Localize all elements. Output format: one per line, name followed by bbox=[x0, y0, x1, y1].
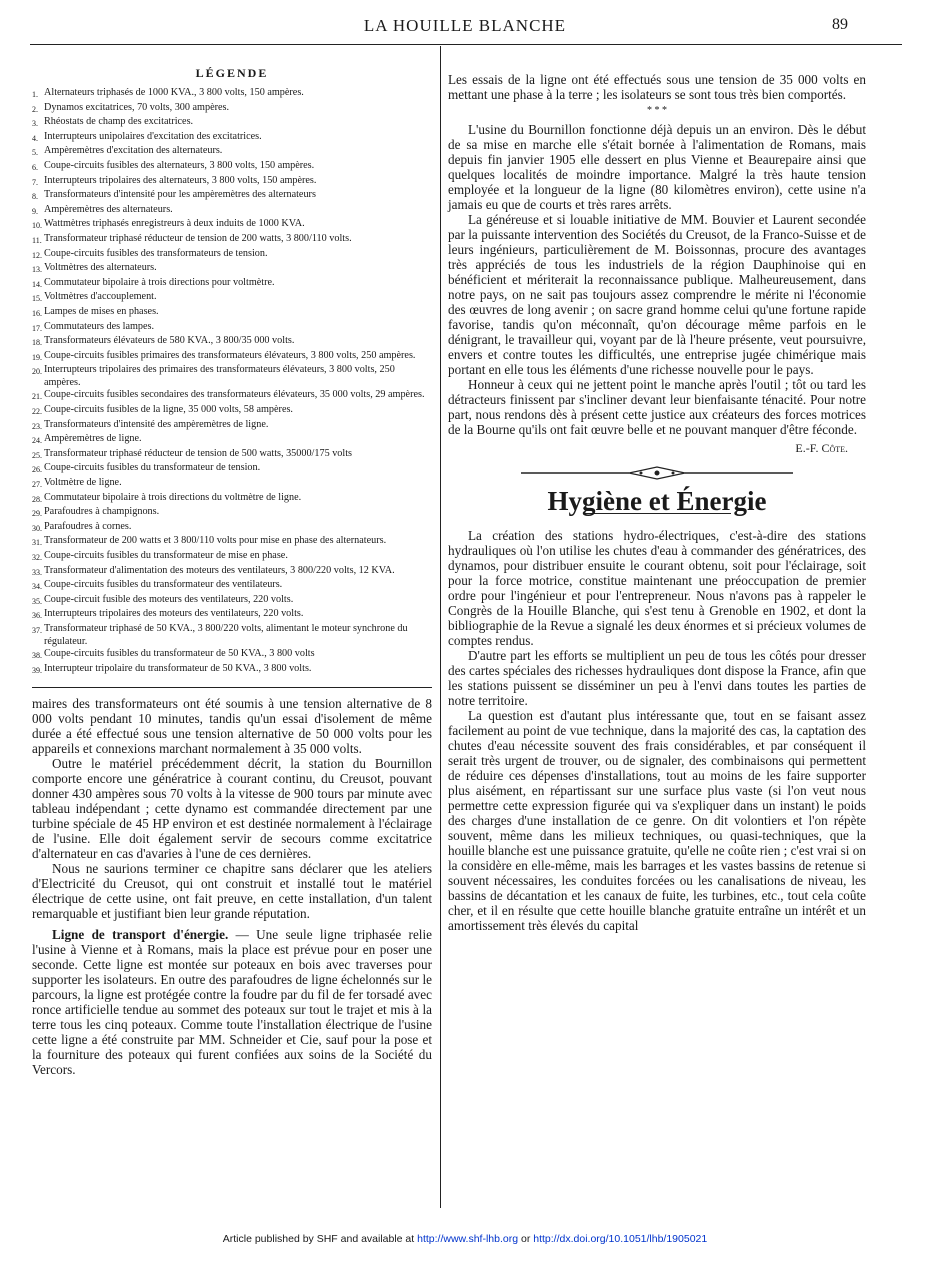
legend-item-text: Coupe-circuits fusibles des alternateurs, 3 800 volts, 150 ampères. bbox=[44, 159, 315, 171]
legend-item-number: 26. bbox=[32, 465, 42, 475]
legend-item bbox=[32, 262, 432, 277]
legend-item bbox=[32, 248, 432, 263]
left-column bbox=[32, 66, 432, 1077]
asterism: * * * bbox=[647, 105, 667, 116]
right-paragraph-2: L'usine du Bournillon fonctionne déjà depuis un an environ. Dès le début de sa mise en marche elle s'était bornée à l'alimentation de Romans, mais depuis fin janvier 1905 elle dessert en plus Vienne et Beaurepaire ainsi que quelques localités de moindre importance. Malgré la très haute tension employée et la longueur de la ligne (80 kilomètres environ), cette usine n'a jamais eu que de courts et très rares arrêts. bbox=[448, 122, 866, 212]
right-paragraph-6: D'autre part les efforts se multiplient un peu de tous les côtés pour dresser des cartes spéciales des richesses hydrauliques dont dispose la France, afin que les stations puissent se disséminer un peu à l'envi dans toutes les parties de notre territoire. bbox=[448, 648, 866, 708]
legend-item-text: Transformateur triphasé de 50 KVA., 3 800/220 volts, alimentant le moteur synchrone du régulateur. bbox=[44, 622, 408, 647]
legend-item-text: Dynamos excitatrices, 70 volts, 300 ampères. bbox=[44, 101, 230, 113]
legend-item-text: Commutateurs des lampes. bbox=[44, 320, 155, 332]
legend-item-text: Rhéostats de champ des excitatrices. bbox=[44, 116, 194, 128]
legend-item-text: Interrupteurs unipolaires d'excitation des excitatrices. bbox=[44, 130, 262, 142]
legend-item bbox=[32, 350, 432, 365]
legend-item-text: Transformateur triphasé réducteur de tension de 200 watts, 3 800/110 volts. bbox=[44, 232, 352, 244]
legend-item-text: Coupe-circuits fusibles des transformateurs de tension. bbox=[44, 247, 268, 259]
legend-item-number: 29. bbox=[32, 509, 42, 519]
legend-item-text: Alternateurs triphasés de 1000 KVA., 3 800 volts, 150 ampères. bbox=[44, 87, 304, 98]
legend-item-number: 5. bbox=[32, 148, 38, 158]
legend-item-text: Interrupteur tripolaire du transformateur de 50 KVA., 3 800 volts. bbox=[44, 662, 312, 674]
legend-item-number: 3. bbox=[32, 119, 38, 129]
legend-item-text: Coupe-circuits fusibles secondaires des transformateurs élévateurs, 35 000 volts, 29 ampères. bbox=[44, 389, 425, 401]
legend-item-text: Coupe-circuits fusibles du transformateur de 50 KVA., 3 800 volts bbox=[44, 648, 315, 660]
legend-item-number: 13. bbox=[32, 265, 42, 275]
section-head-ligne: Ligne de transport d'énergie. bbox=[52, 927, 229, 943]
legend-item bbox=[32, 116, 432, 131]
page-footer bbox=[0, 1233, 930, 1245]
left-paragraph-4-text: — Une seule ligne triphasée relie l'usine à Vienne et à Romans, mais la place est prévue pour en poser une seconde. Cette ligne est montée sur poteaux en bois avec traverses pour supporter les isolateurs. En outre des parafoudres de ligne échelonnés sur le parcours, la ligne est protégée contre la foudre par du fil de fer torsadé avec ronce artificielle tendue au sommet des poteaux sur tout le trajet et mis à la terre tous les cinq poteaux. Comme toute l'installation électrique de l'usine cette ligne a été construite par MM. Schneider et Cie, sauf pour la pose et la fourniture des poteaux qui furent confiées aux soins de la Société du Vercors. bbox=[32, 927, 432, 1078]
legend-item bbox=[32, 448, 432, 463]
legend-item-number: 11. bbox=[32, 235, 42, 245]
legend-item bbox=[32, 87, 432, 102]
legend-item-text: Coupe-circuit fusible des moteurs des ventilateurs, 220 volts. bbox=[44, 593, 294, 605]
header-rule bbox=[30, 44, 902, 45]
legend-item bbox=[32, 102, 432, 117]
page-header bbox=[0, 16, 930, 40]
legend-item-text: Transformateurs élévateurs de 580 KVA., 3 800/35 000 volts. bbox=[44, 335, 295, 347]
legend-item-number: 36. bbox=[32, 611, 42, 621]
legend-item-text: Coupe-circuits fusibles du transformateur de tension. bbox=[44, 462, 261, 474]
left-paragraph-2: Outre le matériel précédemment décrit, la station du Bournillon comporte encore une génératrice à courant continu, du Creusot, pouvant donner 430 ampères sous 70 volts à la vitesse de 900 tours par minute avec tableau indépendant ; cette dynamo est commandée directement par une turbine spéciale de 45 HP environ et est destinée normalement à l'éclairage de l'usine. Elle doit également servir de secours comme excitatrice d'alternateur en cas d'avaries à l'une de ces dernières. bbox=[32, 756, 432, 862]
legend-item-text: Ampèremètres d'excitation des alternateurs. bbox=[44, 145, 223, 157]
legend-item bbox=[32, 145, 432, 160]
legend-item-number: 8. bbox=[32, 192, 38, 202]
legend-item bbox=[32, 335, 432, 350]
legend-item-text: Interrupteurs tripolaires des alternateurs, 3 800 volts, 150 ampères. bbox=[44, 174, 317, 186]
legend-item-number: 16. bbox=[32, 308, 42, 318]
legend-item bbox=[32, 550, 432, 565]
legend-item-text: Wattmètres triphasés enregistreurs à deux induits de 1000 KVA. bbox=[44, 218, 305, 230]
legend-item-text: Voltmètres des alternateurs. bbox=[44, 262, 157, 274]
legend-item bbox=[32, 594, 432, 609]
right-paragraph-1: Les essais de la ligne ont été effectués sous une tension de 35 000 volts en mettant une phase à la terre ; les isolateurs se sont tous très bien comportés. bbox=[448, 72, 866, 102]
legend-item-number: 24. bbox=[32, 436, 42, 446]
legend-item-text: Voltmètres d'accouplement. bbox=[44, 291, 157, 303]
right-paragraph-3: La généreuse et si louable initiative de MM. Bouvier et Laurent secondée par la puissante intervention des Sociétés du Creusot, de la Franco-Suisse et de leurs ingénieurs, particulièrement de M. Boissonnas, procure des avantages très appréciés de tous les industriels de la région Dauphinoise qui en bénéficient et mériterait la reconnaissance publique. Malheureusement, dans notre pays, on ne sait pas toujours assez comprendre le mérite ni l'économie des œuvres de long avenir ; on sacre grand homme celui qu'une fortune rapide favorise, tandis qu'on méconnaît, qu'on décourage même parfois en le dénigrant, le travailleur qui, voyant par de là l'heure présente, veut poursuivre, envers et contre toutes les difficultés, une entreprise jugée chimérique mais portant en elle tous les éléments d'une richesse nouvelle pour le pays. bbox=[448, 212, 866, 377]
legend-item-number: 6. bbox=[32, 162, 38, 172]
legend-item-number: 23. bbox=[32, 421, 42, 431]
right-paragraph-5: La création des stations hydro-électriques, c'est-à-dire des stations hydrauliques où l'on utilise les chutes d'eau à commander des génératrices, des dynamos, pour distribuer ensuite le courant obtenu, soit pour l'éclairage, soit pour la force motrice, constitue maintenant une préoccupation de premier ordre pour l'ingénieur et pour l'entrepreneur. Nous n'avons pas à rappeler le Congrès de la Houille Blanche, qui s'est tenu à Grenoble en 1902, et dont la bibliographie de la Revue a signalé les deux énormes et si précieux volumes de comptes rendus. bbox=[448, 528, 866, 648]
legend-rule bbox=[32, 687, 432, 688]
section-title: Hygiène et Énergie bbox=[547, 486, 767, 516]
legend-item-text: Transformateurs d'intensité pour les ampèremètres des alternateurs bbox=[44, 189, 316, 201]
legend-item-number: 35. bbox=[32, 596, 42, 606]
legend-item bbox=[32, 175, 432, 190]
legend-item-number: 10. bbox=[32, 221, 42, 231]
footer-link-doi[interactable]: http://dx.doi.org/10.1051/lhb/1905021 bbox=[533, 1233, 708, 1245]
legend-item-text: Coupe-circuits fusibles primaires des transformateurs élévateurs, 3 800 volts, 250 ampères. bbox=[44, 349, 416, 361]
legend-item bbox=[32, 233, 432, 248]
right-paragraph-7: La question est d'autant plus intéressante que, tout en se faisant assez facilement au point de vue technique, dans la majorité des cas, la captation des chutes d'eau nécessite souvent des frais considérables, et par conséquent il serait très urgent de trouver, ou de signaler, des combinaisons qui permettent de réduire ces dépenses d'installations, tout au moins de les faire supporter plus aisément, en répartissant sur une surface plus vaste (si l'on veut nous permettre cette expression figurée qui va s'expliquer dans un instant) le poids des charges d'une installation de ce genre. On dit volontiers et l'on répète souvent, même dans les milieux techniques, ou quasi-techniques, que la houille blanche est une puissance gratuite, qu'elle ne coûte rien ; c'est vrai si on la considère en elle-même, mais les barrages et les vastes bassins de retenue si souvent nécessaires, les conduites forcées ou les canalisations de niveau, les bassins de décantation et les canaux de fuite, les turbines, etc., tout cela coûte cher, et il en résulte que cette houille blanche gratuite entraîne un intérêt et un amortissement très élevés du capital bbox=[448, 708, 866, 933]
page-number: 89 bbox=[832, 16, 848, 33]
footer-middle: or bbox=[518, 1233, 534, 1245]
legend-list bbox=[32, 87, 432, 677]
legend-item-number: 17. bbox=[32, 323, 42, 333]
legend-item bbox=[32, 608, 432, 623]
legend-item-number: 9. bbox=[32, 206, 38, 216]
column-divider bbox=[440, 46, 441, 1208]
legend-item-number: 14. bbox=[32, 279, 42, 289]
legend-item-number: 12. bbox=[32, 250, 42, 260]
legend-item bbox=[32, 321, 432, 336]
legend-item-text: Voltmètre de ligne. bbox=[44, 477, 122, 489]
legend-item-number: 15. bbox=[32, 294, 42, 304]
legend-item-text: Ampèremètres des alternateurs. bbox=[44, 203, 173, 215]
legend-item bbox=[32, 419, 432, 434]
legend-item bbox=[32, 477, 432, 492]
legend-item-number: 2. bbox=[32, 104, 38, 114]
legend-item-number: 1. bbox=[32, 90, 38, 99]
journal-title: LA HOUILLE BLANCHE bbox=[363, 16, 567, 35]
legend-item bbox=[32, 131, 432, 146]
legend-title: LÉGENDE bbox=[195, 66, 269, 80]
left-paragraph-4 bbox=[32, 927, 432, 1077]
legend-item bbox=[32, 364, 432, 389]
legend-item bbox=[32, 306, 432, 321]
legend-item-text: Transformateur d'alimentation des moteurs des ventilateurs, 3 800/220 volts, 12 KVA. bbox=[44, 564, 395, 576]
legend-item-number: 30. bbox=[32, 523, 42, 533]
legend-item bbox=[32, 189, 432, 204]
legend-item-number: 37. bbox=[32, 625, 42, 635]
legend-item bbox=[32, 291, 432, 306]
left-paragraph-1: maires des transformateurs ont été soumis à une tension alternative de 8 000 volts pendant 10 minutes, tandis qu'un essai d'isolement de même durée a été effectué sous une tension alternative de 50 000 volts pour les appareils et connexions marchant normalement à 35 000 volts. bbox=[32, 696, 432, 757]
legend-item-text: Coupe-circuits fusibles du transformateur des ventilateurs. bbox=[44, 579, 283, 591]
ornament-divider-icon bbox=[517, 466, 797, 480]
right-paragraph-4: Honneur à ceux qui ne jettent point le manche après l'outil ; tôt ou tard les détracteurs finissent par s'incliner devant leur bienfaisante ténacité. Pour notre part, nous rendons dès à présent cette justice aux créateurs des forces motrices de la Bourne qu'ils ont fait œuvre belle et ne pouvant manquer d'être féconde. bbox=[448, 377, 866, 437]
legend-item-number: 4. bbox=[32, 133, 38, 143]
legend-item bbox=[32, 535, 432, 550]
legend-item-number: 32. bbox=[32, 553, 42, 562]
right-column bbox=[448, 72, 866, 933]
legend-item-number: 31. bbox=[32, 538, 42, 548]
legend-item bbox=[32, 389, 432, 404]
legend-item-number: 21. bbox=[32, 392, 42, 402]
legend-item-text: Coupe-circuits fusibles de la ligne, 35 000 volts, 58 ampères. bbox=[44, 404, 293, 416]
legend-item bbox=[32, 579, 432, 594]
legend-item bbox=[32, 663, 432, 678]
legend-item-text: Interrupteurs tripolaires des moteurs des ventilateurs, 220 volts. bbox=[44, 608, 304, 620]
legend-item bbox=[32, 623, 432, 648]
legend-item bbox=[32, 565, 432, 580]
legend-item bbox=[32, 462, 432, 477]
legend-item-number: 18. bbox=[32, 338, 42, 348]
legend-item-text: Commutateur bipolaire à trois directions pour voltmètre. bbox=[44, 276, 275, 288]
legend-item bbox=[32, 218, 432, 233]
left-paragraph-3: Nous ne saurions terminer ce chapitre sans déclarer que les ateliers d'Electricité du Creusot, qui ont construit et installé tout le matériel électrique de cette usine, ont fait preuve, en cette installation, d'un talent remarquable et justifiant bien leur grande réputation. bbox=[32, 861, 432, 922]
legend-item-number: 27. bbox=[32, 480, 42, 490]
legend-item bbox=[32, 521, 432, 536]
legend-item bbox=[32, 433, 432, 448]
author-signature: E.-F. Côte. bbox=[795, 441, 848, 455]
legend-item-number: 20. bbox=[32, 367, 42, 377]
legend-item-number: 19. bbox=[32, 352, 42, 362]
legend-item-number: 34. bbox=[32, 582, 42, 592]
footer-link-shf[interactable]: http://www.shf-lhb.org bbox=[417, 1233, 519, 1245]
legend-item-text: Transformateur triphasé réducteur de tension de 500 watts, 35000/175 volts bbox=[44, 447, 353, 459]
legend-item-text: Commutateur bipolaire à trois directions du voltmètre de ligne. bbox=[44, 491, 302, 503]
legend-item bbox=[32, 506, 432, 521]
legend-item-text: Interrupteurs tripolaires des primaires des transformateurs élévateurs, 3 800 volts, 250 ampères. bbox=[44, 364, 395, 388]
legend-item-text: Parafoudres à cornes. bbox=[44, 520, 132, 532]
legend-item-number: 39. bbox=[32, 665, 42, 675]
legend-item-number: 25. bbox=[32, 450, 42, 460]
legend-item-text: Ampèremètres de ligne. bbox=[44, 433, 142, 445]
legend-item bbox=[32, 404, 432, 419]
legend-item bbox=[32, 648, 432, 663]
legend-item-number: 38. bbox=[32, 651, 42, 661]
legend-item bbox=[32, 204, 432, 219]
legend-item-number: 7. bbox=[32, 177, 38, 187]
legend-item-text: Lampes de mises en phases. bbox=[44, 305, 159, 317]
legend-item-text: Parafoudres à champignons. bbox=[44, 506, 160, 518]
legend-item-text: Transformateurs d'intensité des ampèremètres de ligne. bbox=[44, 418, 269, 430]
legend-item-text: Coupe-circuits fusibles du transformateur de mise en phase. bbox=[44, 550, 288, 561]
legend-item-number: 22. bbox=[32, 407, 42, 417]
legend-item bbox=[32, 160, 432, 175]
legend-item-text: Transformateur de 200 watts et 3 800/110 volts pour mise en phase des alternateurs. bbox=[44, 535, 387, 547]
legend-item-number: 28. bbox=[32, 494, 42, 504]
footer-prefix: Article published by SHF and available at bbox=[222, 1233, 418, 1245]
legend-item bbox=[32, 492, 432, 507]
legend-item bbox=[32, 277, 432, 292]
legend-item-number: 33. bbox=[32, 567, 42, 577]
